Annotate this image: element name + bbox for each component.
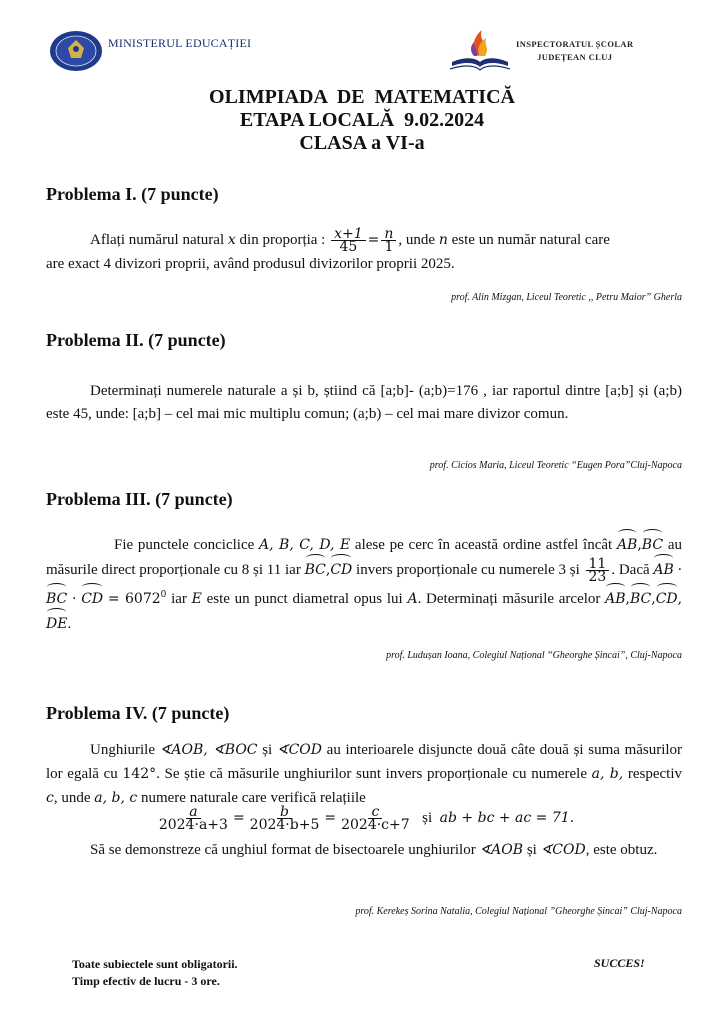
p3-text-part: iar — [171, 591, 187, 608]
p4-text-part: măsurilor lor egală cu — [46, 742, 683, 782]
problem-2-heading: Problema II. (7 puncte) — [46, 330, 226, 350]
footer-line1: Toate subiectele sunt obligatorii. — [72, 957, 238, 971]
p3-arc-cd: CD — [81, 587, 103, 612]
p3-arc-cd: CD — [330, 558, 352, 583]
p3-arc-de: DE — [46, 612, 67, 637]
p4-text-part: respectiv — [627, 766, 682, 782]
problem-3-heading: Problema III. (7 puncte) — [46, 489, 233, 509]
p3-arc-bc: BC — [46, 587, 67, 612]
p4-fraction-a — [156, 806, 231, 831]
p4-f2-den: 2024·b+5 — [249, 817, 320, 833]
p1-fraction-1 — [331, 228, 366, 253]
problem-3-text — [46, 533, 682, 637]
p4-vars-ab: a, b, — [591, 766, 624, 782]
title-line3: CLASA a VI-a — [299, 132, 425, 154]
problem-4-heading: Problema IV. (7 puncte) — [46, 703, 230, 723]
p3-var-a: A — [407, 591, 418, 608]
p4-var-c: c — [46, 790, 54, 806]
p3-text-part: . Determinați măsurile arcelor — [417, 591, 601, 608]
p3-text-part: Fie punctele conciclice — [114, 537, 255, 553]
p3-text-part: este un punct diametral opus lui — [206, 591, 403, 608]
government-crest-icon — [48, 30, 104, 72]
p4-text-part: Unghiurile — [90, 742, 155, 758]
p4-f1-den: 2024·a+3 — [158, 817, 228, 833]
p4-angle-cod: ∢COD — [276, 742, 323, 758]
inspectorate-line2: JUDEȚEAN CLUJ — [537, 52, 613, 62]
p4-angle-aob: ∢AOB — [479, 842, 524, 858]
p4-sum-value: 142° — [122, 766, 157, 782]
p1-frac2-num: n — [381, 228, 396, 241]
p1-frac2-den: 1 — [384, 239, 394, 255]
p3-text-part: . Dacă — [611, 562, 650, 578]
p3-fraction — [586, 556, 610, 586]
p3-arc-cd: CD — [656, 587, 678, 612]
p1-frac1-num: x+1 — [331, 228, 366, 241]
inspectorate-logo-icon — [448, 26, 512, 74]
p3-text-part: alese pe cerc în această ordine astfel încât — [354, 537, 613, 553]
inspectorate-line1: INSPECTORATUL ȘCOLAR — [516, 39, 634, 49]
p3-comma: , — [651, 591, 656, 608]
p3-text-part: invers proporționale cu numerele 3 și — [356, 562, 580, 578]
p4-vars-abc: a, b, c — [94, 790, 138, 806]
p1-var-n: n — [438, 231, 448, 248]
p4-text-part: numere naturale care verifică relațiile — [140, 790, 366, 806]
p3-frac-den: 23 — [588, 569, 607, 586]
p4-relation-sum: ab + bc + ac = 71. — [439, 809, 575, 826]
p4-text-part: numerele — [531, 766, 588, 782]
footer-notes — [72, 956, 238, 990]
problem-2-text: Determinați numerele naturale a și b, știind că [a;b]- (a;b)=176 , iar raportul dintre [a;b] și (a;b) este 45, unde: [a;b] – cel mai mic multiplu comun; (a;b) – cel mai mare divizor comun. — [46, 383, 682, 422]
p3-frac-num: 11 — [586, 558, 610, 571]
p3-arc-ab: AB — [617, 533, 637, 558]
problem-3-author: prof. Ludușan Ioana, Colegiul Național “Gheorghe Șincai”, Cluj-Napoca — [386, 650, 682, 661]
p4-text-part: . Se știe că măsurile unghiurilor sunt invers proporționale cu — [156, 766, 527, 782]
p3-arc-bc: BC — [305, 558, 326, 583]
p3-arc-bc: BC — [642, 533, 663, 558]
p4-text-part: și — [262, 742, 273, 758]
p4-text-part: , unde — [53, 790, 91, 806]
title-line1: OLIMPIADA DE MATEMATICĂ — [209, 86, 515, 108]
problem-1-author: prof. Alin Mizgan, Liceul Teoretic ,, Petru Maior” Gherla — [451, 292, 682, 303]
p3-arc-ab: AB — [605, 587, 625, 612]
p1-equals: = — [367, 231, 380, 248]
p3-product-value: = 6072 — [107, 591, 161, 608]
p3-period: . — [67, 616, 72, 633]
p4-f3-num: c — [368, 806, 382, 819]
p3-points: A, B, C, D, E — [259, 537, 351, 553]
p3-comma: , — [677, 591, 683, 608]
p4-text-part: , este obtuz. — [585, 842, 658, 858]
p1-fraction-2 — [381, 228, 396, 253]
problem-4-text — [46, 738, 682, 810]
p1-text-part: , unde — [398, 231, 436, 248]
p3-exponent: 0 — [160, 590, 167, 601]
problem-4-author: prof. Kerekeș Sorina Natalia, Colegiul Național ”Gheorghe Șincai” Cluj-Napoca — [355, 906, 682, 917]
p4-equals: = — [324, 809, 337, 826]
p4-text-part: au interioarele disjuncte două câte două și suma — [326, 742, 620, 758]
footer-line2: Timp efectiv de lucru - 3 ore. — [72, 974, 220, 988]
p3-dot: · — [677, 562, 683, 578]
p1-text-part: este un număr natural care — [451, 231, 610, 248]
p4-f2-num: b — [277, 806, 292, 819]
p1-text-part: din proporția : — [239, 231, 326, 248]
problem-4-question — [46, 838, 682, 862]
p3-text-part: au măsurile direct proporționale cu 8 și 11 iar — [46, 537, 682, 578]
p4-text-part: și — [526, 842, 537, 858]
p1-var-x: x — [227, 231, 236, 248]
p1-text-part: Aflați numărul natural — [90, 231, 225, 248]
exam-title — [0, 86, 724, 155]
p3-var-e: E — [191, 591, 202, 608]
p3-arc-bc: BC — [630, 587, 651, 612]
p4-f3-den: 2024·c+7 — [341, 817, 410, 833]
p4-angles: ∢AOB, ∢BOC — [159, 742, 258, 758]
p4-equals: = — [232, 809, 245, 826]
p4-f1-num: a — [186, 806, 200, 819]
p4-angle-cod: ∢COD — [540, 842, 586, 858]
p1-frac1-den: 45 — [339, 239, 358, 255]
p1-text-line2: are exact 4 divizori proprii, având produsul divizorilor proprii 2025. — [46, 256, 455, 272]
p3-comma: , — [625, 591, 630, 608]
p4-fraction-b — [247, 806, 323, 831]
problem-1-text — [46, 228, 682, 276]
p3-arc-ab: AB — [653, 558, 673, 583]
problem-2-author: prof. Cicios Maria, Liceul Teoretic “Eugen Pora”Cluj-Napoca — [429, 460, 682, 471]
p4-relations — [46, 806, 682, 831]
title-line2: ETAPA LOCALĂ 9.02.2024 — [239, 109, 485, 131]
p3-comma: , — [637, 537, 642, 553]
ministry-name: MINISTERUL EDUCAȚIEI — [108, 36, 252, 50]
footer-succes: SUCCES! — [594, 956, 645, 970]
p4-fraction-c — [338, 806, 413, 831]
p4-text-part: și — [422, 809, 433, 826]
problem-1-heading: Problema I. (7 puncte) — [46, 184, 219, 204]
p3-dot: · — [72, 591, 77, 608]
p3-comma: , — [325, 562, 331, 578]
inspectorate-name — [516, 38, 634, 64]
p4-text-part: Să se demonstreze că unghiul format de bisectoarele unghiurilor — [90, 842, 476, 858]
